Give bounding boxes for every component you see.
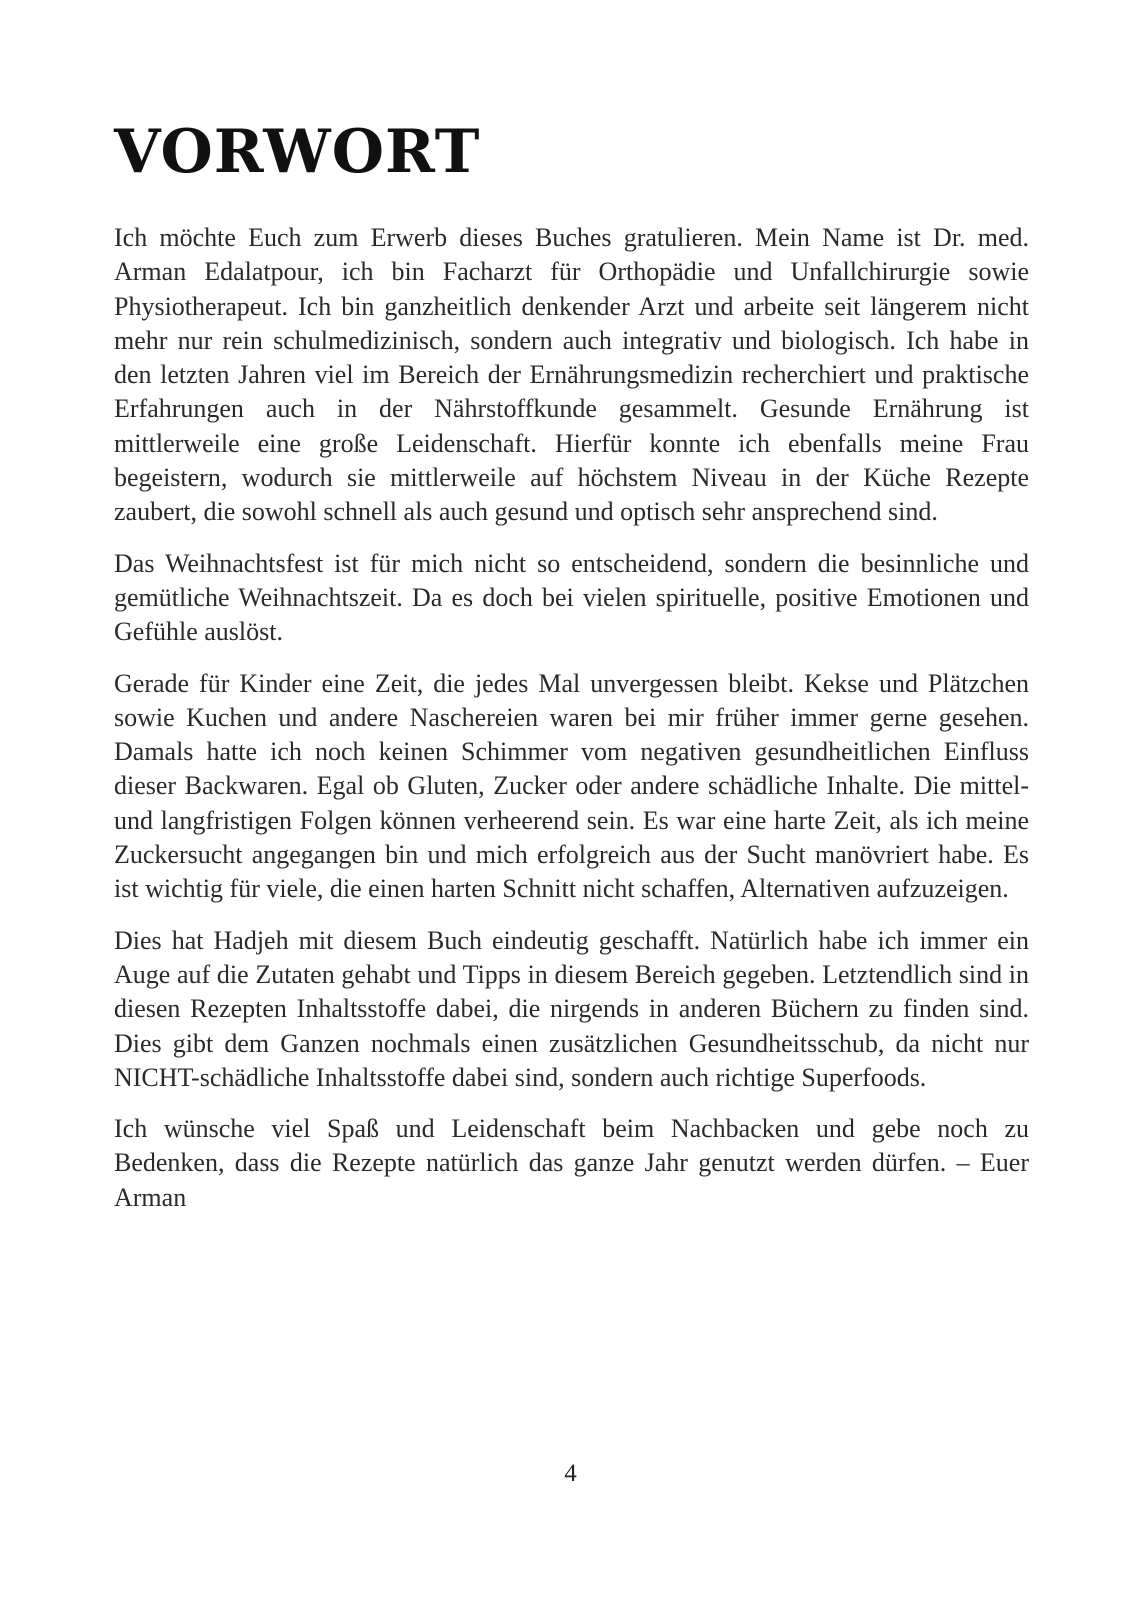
paragraph-4: Dies hat Hadjeh mit diesem Buch eindeutig geschafft. Natürlich habe ich immer ein Auge auf die Zutaten gehabt und Tipps in diesem Bereich gegeben. Letztendlich sind in diesen Rezepten Inhaltsstoffe dabei, die nirgends in anderen Büchern zu finden sind. Dies gibt dem Ganzen nochmals einen zusätzlichen Gesundheitsschub, da nicht nur NICHT-schädliche Inhaltsstoffe dabei sind, sondern auch richtige Superfoods. [114, 925, 1029, 1092]
page-title: VORWORT [114, 117, 481, 187]
paragraph-5: Ich wünsche viel Spaß und Leidenschaft beim Nachbacken und gebe noch zu Bedenken, dass die Rezepte natürlich das ganze Jahr genutzt werden dürfen. – Euer Arman [114, 1114, 1029, 1212]
paragraph-1: Ich möchte Euch zum Erwerb dieses Buches gratulieren. Mein Name ist Dr. med. Arman Edalatpour, ich bin Facharzt für Orthopädie und Unfallchirurgie sowie Physiotherapeut. Ich bin ganzheitlich denkender Arzt und arbeite seit längerem nicht mehr nur rein schulmedizinisch, sondern auch integrativ und biologisch. Ich habe in den letzten Jahren viel im Bereich der Ernährungsmedizin recherchiert und praktische Erfahrungen auch in der Nährstoffkunde gesammelt. Gesunde Ernährung ist mittlerweile eine große Leidenschaft. Hierfür konnte ich ebenfalls meine Frau begeistern, wodurch sie mittlerweile auf höchstem Niveau in der Küche Rezepte zaubert, die sowohl schnell als auch gesund und optisch sehr ansprechend sind. [114, 223, 1029, 527]
paragraph-3: Gerade für Kinder eine Zeit, die jedes Mal unvergessen bleibt. Kekse und Plätzchen sowie Kuchen und andere Naschereien waren bei mir früher immer gerne gesehen. Damals hatte ich noch keinen Schimmer vom negativen gesundheitlichen Einfluss dieser Backwaren. Egal ob Gluten, Zucker oder andere schädliche Inhalte. Die mittel- und langfristigen Folgen können verheerend sein. Es war eine harte Zeit, als ich meine Zuckersucht angegangen bin und mich erfolgreich aus der Sucht manövriert habe. Es ist wichtig für viele, die einen harten Schnitt nicht schaffen, Alternativen aufzuzeigen. [114, 668, 1029, 904]
page-number: 4 [564, 1460, 577, 1487]
paragraph-2: Das Weihnachtsfest ist für mich nicht so entscheidend, sondern die besinnliche und gemütliche Weihnachtszeit. Da es doch bei vielen spirituelle, positive Emotionen und Gefühle auslöst. [114, 548, 1029, 647]
foreword-body [114, 221, 1029, 1232]
